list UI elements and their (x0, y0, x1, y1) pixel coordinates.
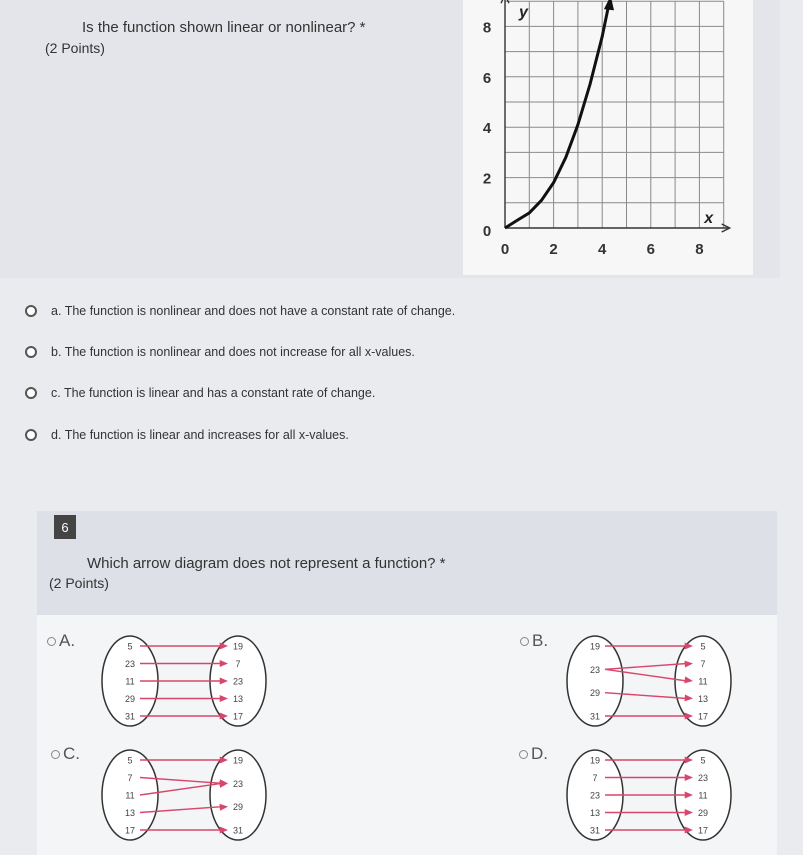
radio-choice-a[interactable] (47, 637, 56, 646)
range-value: 17 (697, 711, 709, 722)
range-value: 23 (232, 676, 244, 687)
option-d-letter: d. (51, 428, 62, 442)
choice-a[interactable] (47, 631, 75, 651)
x-axis-label: x (704, 210, 714, 227)
domain-value: 13 (589, 808, 601, 818)
range-value: 29 (697, 808, 709, 818)
arrow-diagram-a (100, 628, 275, 732)
range-value: 23 (232, 778, 244, 789)
domain-value: 5 (127, 641, 133, 652)
domain-value: 29 (124, 694, 136, 704)
choice-c[interactable] (51, 744, 80, 764)
option-c-text: The function is linear and has a constant rate of change. (63, 386, 376, 400)
choice-b-label: B. (532, 631, 549, 650)
option-a-text: The function is nonlinear and does not have a constant rate of change. (64, 304, 456, 318)
range-value: 11 (698, 790, 708, 801)
arrow-diagram-c (100, 742, 275, 846)
domain-value: 7 (592, 773, 598, 783)
radio-b[interactable] (25, 346, 37, 358)
y-axis-label: y (519, 4, 528, 22)
domain-value: 11 (125, 790, 135, 801)
x-tick-label: 0 (500, 241, 510, 258)
range-value: 5 (700, 755, 706, 766)
range-value: 23 (697, 773, 709, 783)
option-c[interactable] (25, 386, 545, 400)
domain-value: 31 (589, 825, 601, 836)
range-value: 7 (700, 659, 706, 669)
domain-value: 23 (589, 664, 601, 675)
y-tick-label: 6 (482, 69, 492, 87)
graph-panel (463, 0, 753, 275)
domain-value: 17 (124, 825, 136, 836)
option-c-letter: c. (51, 386, 61, 400)
function-curve (505, 1, 610, 228)
radio-a[interactable] (25, 305, 37, 317)
y-tick-label: 8 (482, 19, 492, 37)
domain-value: 29 (589, 688, 601, 699)
y-tick-label: 4 (482, 120, 492, 138)
domain-value: 19 (589, 755, 601, 766)
range-value: 13 (232, 694, 244, 704)
domain-value: 31 (589, 711, 601, 722)
option-b-text: The function is nonlinear and does not increase for all x-values. (64, 345, 415, 359)
range-value: 17 (232, 711, 244, 722)
question-number-badge: 6 (54, 515, 76, 539)
radio-d[interactable] (25, 429, 37, 441)
x-tick-label: 6 (646, 241, 655, 258)
question-6-title: Which arrow diagram does not represent a function? * (87, 555, 446, 572)
x-tick-label: 4 (598, 241, 607, 258)
domain-value: 19 (589, 641, 601, 652)
range-value: 5 (700, 641, 706, 652)
range-value: 7 (235, 659, 241, 669)
arrow-diagram-d (565, 742, 740, 846)
choice-a-label: A. (59, 631, 76, 650)
choice-c-label: C. (63, 744, 80, 763)
x-tick-label: 8 (695, 241, 704, 258)
function-graph (463, 0, 753, 275)
radio-c[interactable] (25, 387, 37, 399)
domain-value: 31 (124, 711, 136, 722)
range-value: 31 (232, 825, 244, 836)
domain-value: 23 (124, 659, 136, 669)
option-a[interactable] (25, 304, 545, 318)
choice-d-label: D. (531, 744, 548, 763)
option-d-text: The function is linear and increases for all x-values. (64, 428, 349, 442)
range-value: 29 (232, 802, 244, 813)
option-b[interactable] (25, 345, 545, 359)
range-value: 13 (697, 694, 709, 704)
question-6-points: (2 Points) (49, 575, 109, 591)
range-value: 17 (697, 825, 709, 836)
arrow-diagram-b (565, 628, 740, 732)
domain-value: 7 (127, 773, 133, 783)
range-value: 19 (232, 641, 244, 652)
y-tick-label: 0 (482, 223, 492, 240)
option-b-letter: b. (51, 345, 62, 359)
choice-b[interactable] (520, 631, 548, 651)
domain-value: 23 (589, 790, 601, 801)
x-tick-label: 2 (549, 241, 558, 258)
radio-choice-d[interactable] (519, 750, 528, 759)
range-value: 11 (698, 676, 708, 687)
option-d[interactable] (25, 428, 545, 442)
question-5-points: (2 Points) (45, 40, 105, 56)
domain-value: 13 (124, 808, 136, 818)
range-value: 19 (232, 755, 244, 766)
radio-choice-c[interactable] (51, 750, 60, 759)
y-tick-label: 2 (482, 170, 492, 188)
domain-value: 5 (127, 755, 133, 766)
radio-choice-b[interactable] (520, 637, 529, 646)
option-a-letter: a. (51, 304, 62, 318)
choice-d[interactable] (519, 744, 548, 764)
domain-value: 11 (125, 676, 135, 687)
question-5-title: Is the function shown linear or nonlinear? * (82, 19, 366, 36)
